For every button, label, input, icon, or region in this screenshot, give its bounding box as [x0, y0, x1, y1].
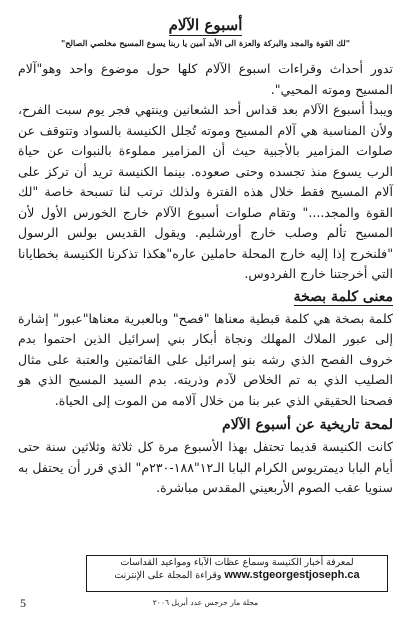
website-info-box — [86, 555, 388, 592]
section-paragraph-history: كانت الكنيسة قديما تحتفل بهذا الأسبوع مرة كل ثلاثة وثلاثين سنة حتى أيام البابا ديمتريوس الكرام البابا الـ١٢"١٨٨-٢٣٠م" الذي قرر أن يحتفل به سنويا عقب الصوم الأربعيني المقدس مباشرة. — [18, 439, 393, 495]
section-heading-meaning — [18, 287, 393, 307]
section-heading-meaning-text: معنى كلمة بصخة — [293, 288, 393, 305]
page-number: 5 — [20, 596, 26, 610]
intro-paragraph-1: تدور أحداث وقراءات اسبوع الآلام كلها حول موضوع واحد وهو"آلام المسيح وموته المحيي". — [18, 61, 393, 97]
section-paragraph-meaning: كلمة بصخة هي كلمة قبطية معناها "فصح" وبالعبرية معناها"عبور" إشارة إلى عبور الملاك المهلك ونجاة أبكار بني إسرائيل الذين احتموا بدم خروف الفصح الذي رشه بنو إسرائيل على القائمتين والعتبة على مثال الصليب الذي به تم الخلاص لآدم وذريته. بدم السيد المسيح الذي هو فصحنا الحقيقي الذي عبر بنا من خلال آلامه من الموت إلى الحياة. — [18, 310, 393, 408]
page-subtitle: "لك القوة والمجد والبركة والعزة الى الأبد آمين يا ربنا يسوع المسيح مخلصي الصالح" — [60, 38, 351, 48]
page-title-text: أسبوع الآلام — [168, 16, 243, 34]
website-info-line1: لمعرفة أخبار الكنيسة وسماع عظات الآباء ومواعيد القداسات — [120, 557, 354, 568]
page-title — [18, 16, 393, 34]
website-info-line2: وقراءة المجلة على الإنترنت — [114, 570, 222, 581]
page-footer: مجلة مار جرجس عدد أبريل ٢٠٠٦ — [152, 598, 259, 607]
intro-paragraph-2: ويبدأ أسبوع الآلام بعد قداس أحد الشعانين وينتهي فجر يوم سبت الفرح، ولأن المناسبة هي آلام المسيح وموته تُجلل الكنيسة بالسواد وتتوقف عن صلوات المزامير بالأجبية حيث أن المزامير مملوءة بالنبوات عن حياة الرب يسوع منذ تجسده وحتى صعوده. بينما الكنيسة تريد أن تركز على آلام المسيح فقط خلال هذه الفترة ولذلك ترتب لنا تسبحة خاصة "لك القوة والمجد...." وتقام صلوات أسبوع الآلام خارج الخورس الأول لأن المسيح تألم وصلب خارج أورشليم. ويقول القديس بولس الرسول "فلنخرج إذا إليه خارج المحلة حاملين عاره"هكذا تذكرنا الكنيسة بخطايانا التي أخرجتنا خارج الفردوس. — [18, 102, 393, 281]
section-heading-history: لمحة تاريخية عن أسبوع الآلام — [222, 417, 393, 433]
website-url-link[interactable]: www.stgeorgestjoseph.ca — [224, 569, 360, 581]
